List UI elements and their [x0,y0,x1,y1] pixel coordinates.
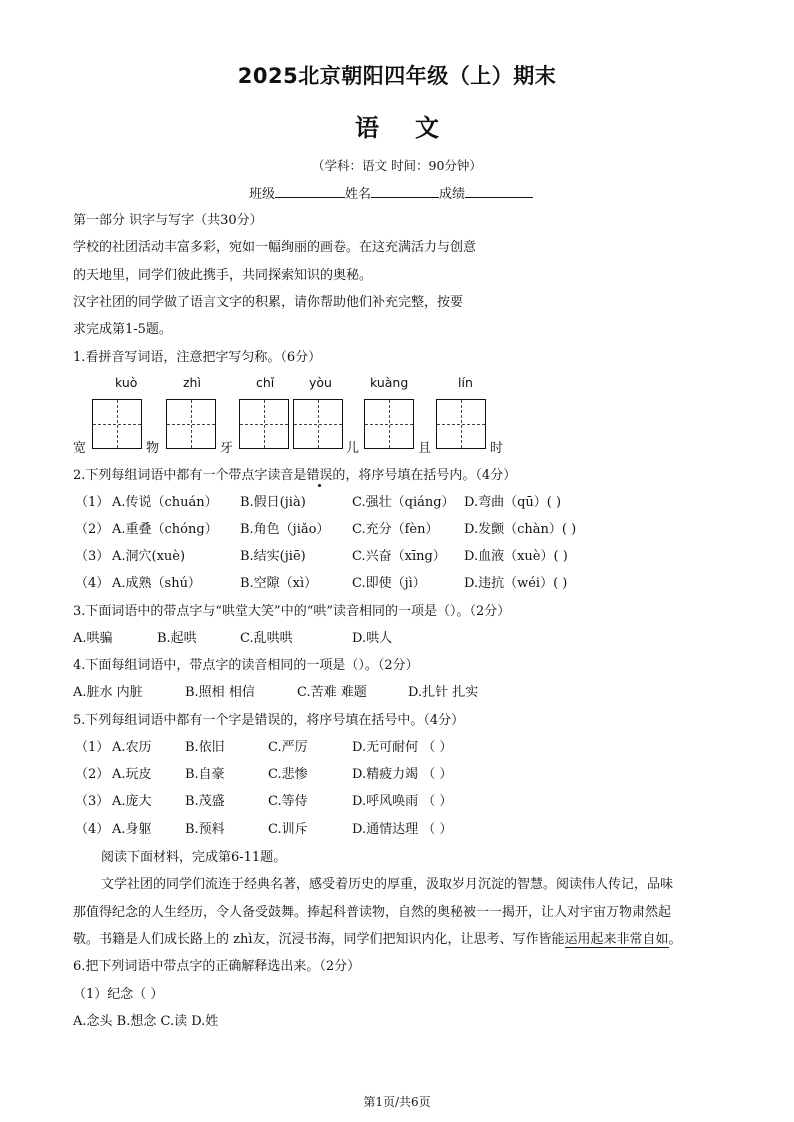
reading-instruction: 阅读下面材料，完成第6-11题。 [101,850,287,865]
q2-option: D.违抗（wéi）( ) [464,576,568,591]
q2-stem-text: 的，将序号填在括号内。（4分） [332,468,517,483]
q2-option: A.洞穴(xuè) [112,549,186,564]
q2-row-num: （1） [75,495,110,510]
q5-stem: 5.下列每组词语中都有一个字是错误的，将序号填在括号中。（4分） [73,713,465,728]
pinyin-label: yòu [309,375,332,390]
class-label: 班级 [249,187,276,202]
q5-option: B.自豪 [185,767,225,782]
q3-option: D.哄人 [352,631,393,646]
q5-row-num: （3） [75,794,110,809]
pinyin-label: chǐ [256,375,275,390]
q2-stem-emphasis: 错误 [306,468,333,483]
writing-grid[interactable] [436,399,486,449]
writing-grid[interactable] [364,399,414,449]
subject-title: 语文 [355,114,475,142]
q3-option: A.哄骗 [73,631,113,646]
q5-option: C.训斥 [268,822,308,837]
part1-heading: 第一部分 识字与写字（共30分） [73,213,263,228]
exam-title: 2025北京朝阳四年级（上）期末 [237,64,557,88]
underlined-phrase: 运用起来非常自如 [564,932,669,947]
q2-option: C.充分（fèn） [352,522,439,537]
q1-stem: 1.看拼音写词语，注意把字写匀称。（6分） [73,350,322,365]
page-number: 第1页/共6页 [363,1095,431,1109]
given-char: 时 [490,441,504,456]
writing-grid[interactable] [92,399,142,449]
q3-option: B.起哄 [157,631,197,646]
q2-option: B.角色（jiǎo） [240,522,330,537]
score-blank[interactable] [465,183,533,198]
pinyin-label: kuàng [370,375,409,390]
q5-row-num: （2） [75,767,110,782]
reading-text: 。 [668,932,682,947]
q2-option: C.兴奋（xīng） [352,549,446,564]
q2-option: B.结实(jiē) [240,549,306,564]
q5-row-num: （1） [75,740,110,755]
q2-option: A.重叠（chóng） [112,522,218,537]
q5-row-num: （4） [75,822,110,837]
q5-option: B.预料 [185,822,225,837]
q5-option: B.依旧 [185,740,225,755]
q2-option: D.血液（xuè）( ) [464,549,568,564]
given-char: 儿 [346,441,360,456]
q2-option: C.即使（jì） [352,576,426,591]
given-char: 且 [418,441,432,456]
exam-info: （学科：语文 时间：90分钟） [312,158,482,173]
q5-option: D.通情达理 （ ） [352,822,453,837]
q5-option: C.等侍 [268,794,308,809]
q3-option: C.乱哄哄 [240,631,293,646]
q5-option: D.无可耐何 （ ） [352,740,453,755]
pinyin-label: lín [458,375,473,390]
reading-paragraph-line: 文学社团的同学们流连于经典名著，感受着历史的厚重，汲取岁月沉淀的智慧。阅读伟人传记，品味 [101,877,674,892]
q2-option: D.发颤（chàn）( ) [464,522,577,537]
q6-options: A.念头 B.想念 C.读 D.姓 [73,1014,219,1029]
q5-option: A.身躯 [112,822,152,837]
q5-option: D.呼风唤雨 （ ） [352,794,453,809]
pinyin-label: kuò [115,375,138,390]
part1-intro-line: 求完成第1-5题。 [73,322,172,337]
writing-grid[interactable] [166,399,216,449]
reading-paragraph-line [73,928,682,947]
q2-option: D.弯曲（qū）( ) [464,495,562,510]
q2-stem [73,464,516,483]
q6-stem: 6.把下列词语中带点字的正确解释选出来。（2分） [73,959,361,974]
part1-intro-line: 学校的社团活动丰富多彩，宛如一幅绚丽的画卷。在这充满活力与创意 [73,240,477,255]
q5-option: D.精疲力竭 （ ） [352,767,453,782]
score-label: 成绩 [439,187,466,202]
q4-option: C.苦难 难题 [297,685,367,700]
part1-intro-line: 的天地里，同学们彼此携手，共同探索知识的奥秘。 [73,268,373,283]
q6-subquestion: （1）纪念（ ） [73,987,164,1002]
given-char: 物 [146,441,160,456]
q2-option: A.成熟（shú） [112,576,201,591]
q4-stem: 4.下面每组词语中，带点字的读音相同的一项是（）。（2分） [73,658,419,673]
q2-row-num: （3） [75,549,110,564]
q2-option: A.传说（chuán） [112,495,218,510]
q3-stem: 3.下面词语中的带点字与“哄堂大笑”中的“哄”读音相同的一项是（）。（2分） [73,604,511,619]
student-info-line [249,183,533,202]
class-blank[interactable] [275,183,345,198]
q5-option: A.庞大 [112,794,152,809]
reading-paragraph-line: 那值得纪念的人生经历，令人备受鼓舞。捧起科普读物，自然的奥秘被一一揭开，让人对宇宙万物肃然起 [73,905,672,920]
q2-option: C.强壮（qiáng） [352,495,455,510]
reading-text: 敬。书籍是人们成长路上的 zhì友，沉浸书海，同学们把知识内化，让思考、写作皆能 [73,932,565,947]
q4-option: D.扎针 扎实 [408,685,479,700]
writing-grid[interactable] [293,399,343,449]
name-blank[interactable] [371,183,439,198]
q2-stem-text: 2.下列每组词语中都有一个带点字读音是 [73,468,307,483]
q5-option: B.茂盛 [185,794,225,809]
q4-option: A.脏水 内脏 [73,685,143,700]
q5-option: C.严厉 [268,740,308,755]
q5-option: A.农历 [112,740,152,755]
q4-option: B.照相 相信 [185,685,255,700]
q2-option: B.假日(jià) [240,495,306,510]
given-char: 牙 [220,441,234,456]
q5-option: C.悲惨 [268,767,308,782]
q5-option: A.玩皮 [112,767,152,782]
q2-option: B.空隙（xì） [240,576,318,591]
writing-grid[interactable] [239,399,289,449]
q2-row-num: （2） [75,522,110,537]
pinyin-label: zhì [183,375,201,390]
part1-intro-line: 汉字社团的同学做了语言文字的积累，请你帮助他们补充完整，按要 [73,295,464,310]
given-char: 宽 [73,441,87,456]
q2-row-num: （4） [75,576,110,591]
name-label: 姓名 [345,187,372,202]
